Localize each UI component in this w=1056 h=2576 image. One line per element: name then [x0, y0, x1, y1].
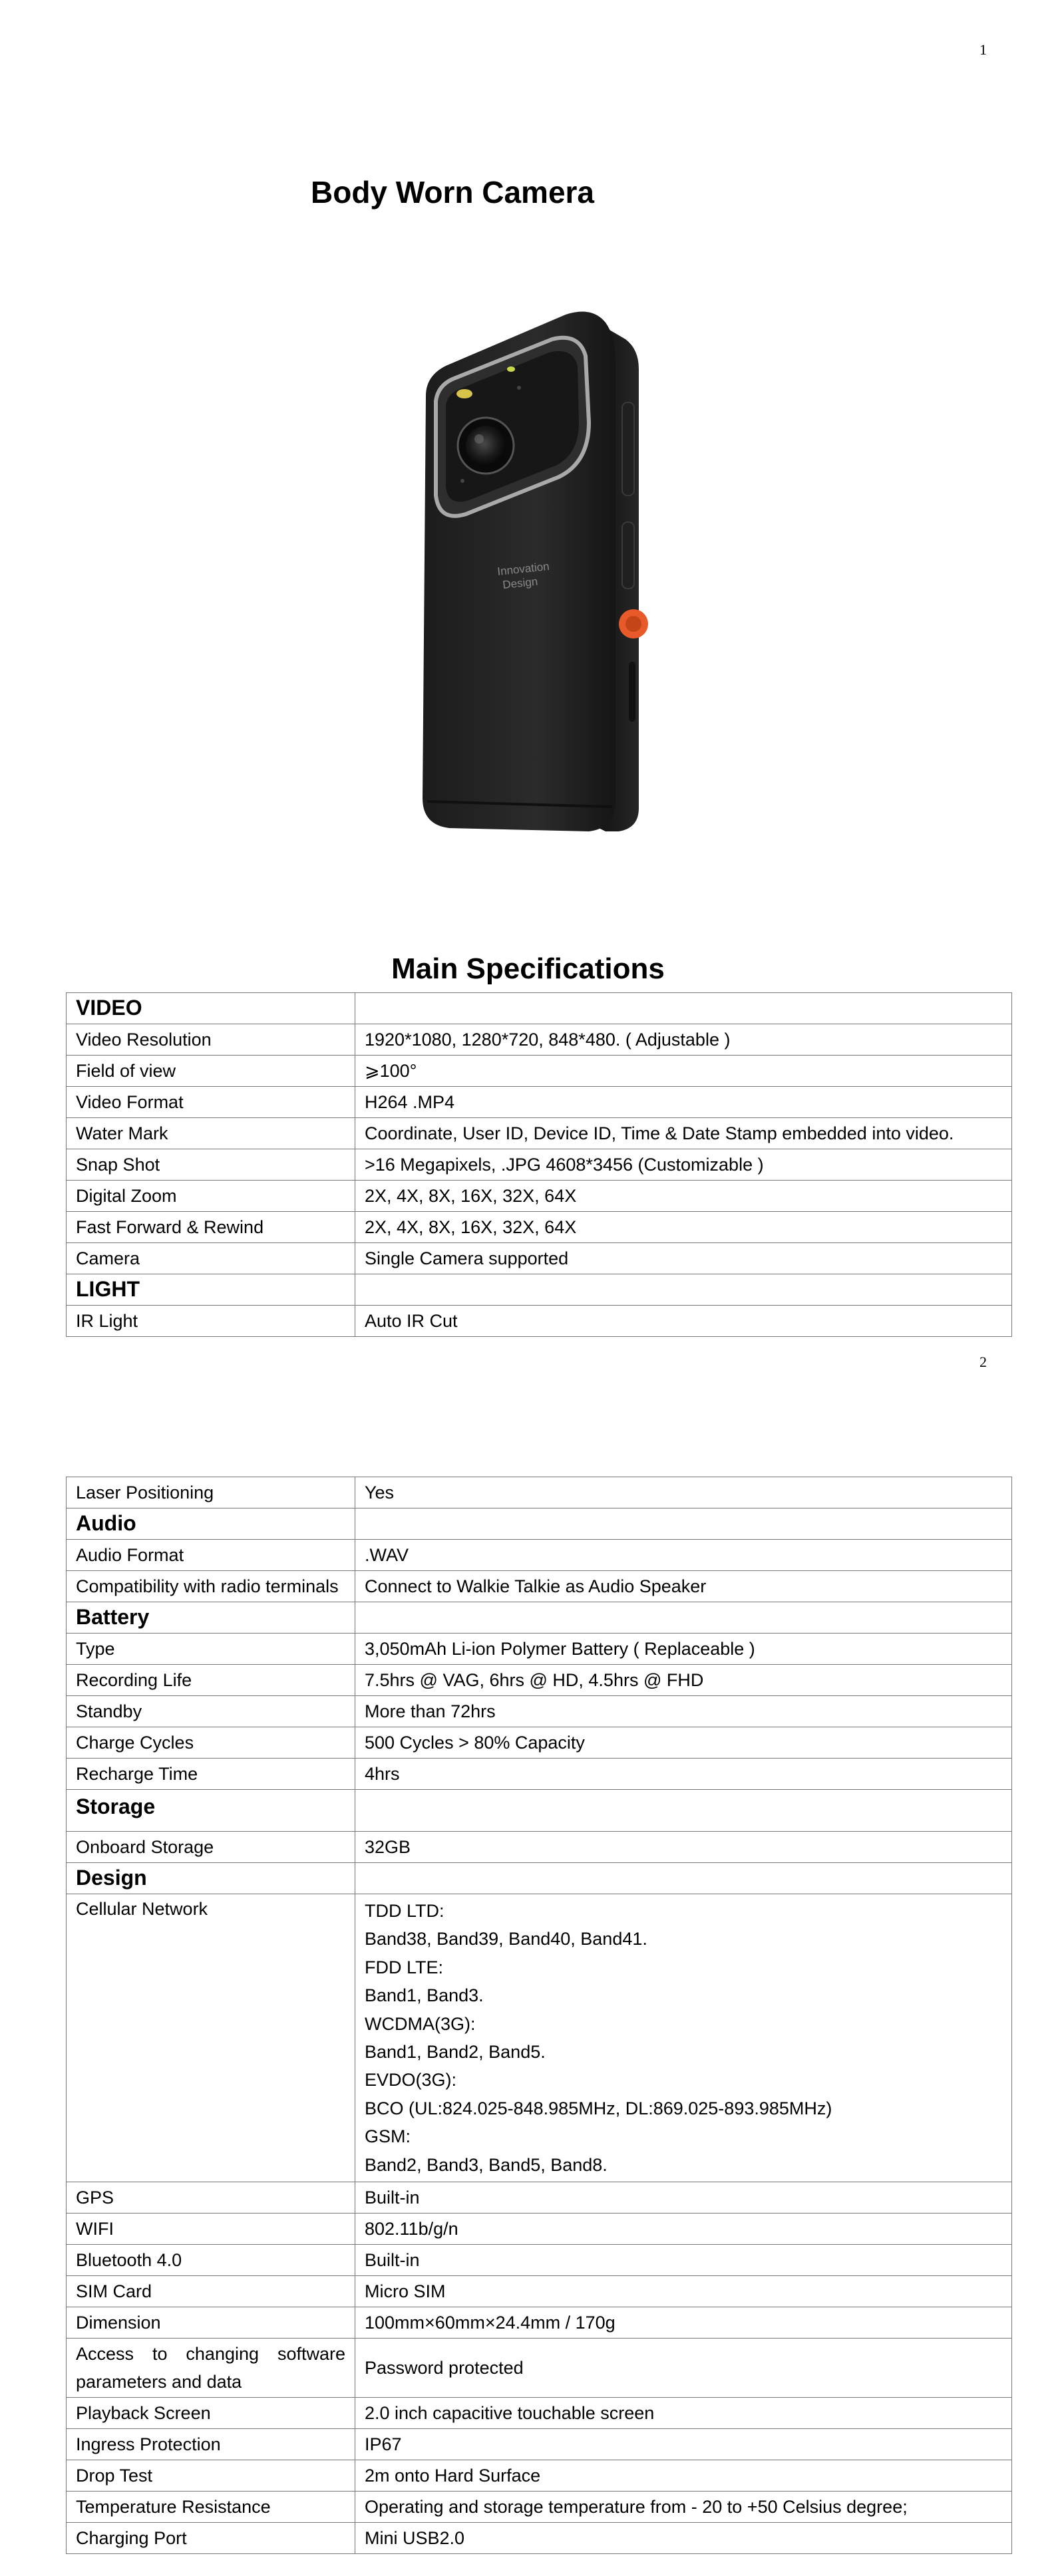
- spec-key: Ingress Protection: [67, 2429, 355, 2460]
- spec-value: Built-in: [355, 2182, 1012, 2214]
- page-number: 1: [979, 41, 987, 58]
- cellular-line: Band1, Band2, Band5.: [365, 2042, 546, 2063]
- table-row: [67, 2214, 1012, 2245]
- cellular-network-value: [355, 1894, 1012, 2182]
- spec-key: GPS: [67, 2182, 355, 2214]
- table-row: [67, 2276, 1012, 2307]
- spec-key: Playback Screen: [67, 2398, 355, 2429]
- spec-value: >16 Megapixels, .JPG 4608*3456 (Customizable ): [355, 1149, 1012, 1181]
- spec-value: 2X, 4X, 8X, 16X, 32X, 64X: [355, 1212, 1012, 1243]
- table-row: [67, 1056, 1012, 1087]
- spec-key: Audio Format: [67, 1540, 355, 1571]
- spec-key: Fast Forward & Rewind: [67, 1212, 355, 1243]
- brand-text-line-2: Design: [502, 575, 539, 591]
- table-row: [67, 1149, 1012, 1181]
- spec-value: Connect to Walkie Talkie as Audio Speaker: [355, 1571, 1012, 1602]
- table-row: [67, 1306, 1012, 1337]
- spec-value: [355, 993, 1012, 1024]
- section-heading: Audio: [67, 1508, 355, 1540]
- section-heading-row: [67, 993, 1012, 1024]
- section-heading: Design: [67, 1863, 355, 1894]
- spec-key: Video Format: [67, 1087, 355, 1118]
- spec-key: Snap Shot: [67, 1149, 355, 1181]
- spec-key: Digital Zoom: [67, 1181, 355, 1212]
- cellular-line: Band1, Band3.: [365, 1985, 484, 2006]
- table-row: [67, 1181, 1012, 1212]
- spec-key: Onboard Storage: [67, 1832, 355, 1863]
- spec-key: Camera: [67, 1243, 355, 1274]
- spec-key: Charge Cycles: [67, 1727, 355, 1759]
- spec-value: 2m onto Hard Surface: [355, 2460, 1012, 2492]
- spec-value: 4hrs: [355, 1759, 1012, 1790]
- spec-key: WIFI: [67, 2214, 355, 2245]
- spec-value: 100mm×60mm×24.4mm / 170g: [355, 2307, 1012, 2339]
- table-row: [67, 1759, 1012, 1790]
- spec-key: Charging Port: [67, 2523, 355, 2554]
- table-row: [67, 1212, 1012, 1243]
- table-row: [67, 1540, 1012, 1571]
- cellular-line: BCO (UL:824.025-848.985MHz, DL:869.025-893.985MHz): [365, 2098, 832, 2118]
- cellular-line: FDD LTE:: [365, 1957, 444, 1977]
- spec-value: 3,050mAh Li-ion Polymer Battery ( Replaceable ): [355, 1634, 1012, 1665]
- cellular-line: Band38, Band39, Band40, Band41.: [365, 1929, 647, 1949]
- spec-value: Mini USB2.0: [355, 2523, 1012, 2554]
- cellular-line: GSM:: [365, 2126, 411, 2147]
- table-row: [67, 1118, 1012, 1149]
- table-row: [67, 1696, 1012, 1727]
- table-row: [67, 2523, 1012, 2554]
- spec-key: Recording Life: [67, 1665, 355, 1696]
- spec-value: Auto IR Cut: [355, 1306, 1012, 1337]
- table-row: [67, 1727, 1012, 1759]
- spec-table-1: [66, 992, 1012, 1337]
- spec-value: [355, 1274, 1012, 1306]
- spec-value: Password protected: [355, 2339, 1012, 2398]
- spec-key-line: parameters and data: [76, 2372, 242, 2392]
- section-heading: LIGHT: [67, 1274, 355, 1306]
- spec-value: Operating and storage temperature from - 20 to +50 Celsius degree;: [355, 2492, 1012, 2523]
- spec-key: Temperature Resistance: [67, 2492, 355, 2523]
- spec-value: Yes: [355, 1477, 1012, 1508]
- table-row: [67, 1024, 1012, 1056]
- section-heading: VIDEO: [67, 993, 355, 1024]
- spec-key: [67, 2339, 355, 2398]
- table-row: [67, 2398, 1012, 2429]
- spec-key: IR Light: [67, 1306, 355, 1337]
- table-row: [67, 1087, 1012, 1118]
- spec-value: Micro SIM: [355, 2276, 1012, 2307]
- spec-key: Bluetooth 4.0: [67, 2245, 355, 2276]
- spec-key: Dimension: [67, 2307, 355, 2339]
- cellular-line: Band2, Band3, Band5, Band8.: [365, 2154, 608, 2175]
- table-row: [67, 2339, 1012, 2398]
- spec-key: Recharge Time: [67, 1759, 355, 1790]
- spec-key: SIM Card: [67, 2276, 355, 2307]
- spec-key: Cellular Network: [67, 1894, 355, 2182]
- document-title: Body Worn Camera: [311, 175, 595, 210]
- spec-value: IP67: [355, 2429, 1012, 2460]
- spec-key: Laser Positioning: [67, 1477, 355, 1508]
- section-heading: Storage: [67, 1790, 355, 1832]
- spec-value: 500 Cycles > 80% Capacity: [355, 1727, 1012, 1759]
- spec-value: 2X, 4X, 8X, 16X, 32X, 64X: [355, 1181, 1012, 1212]
- table-row: [67, 2492, 1012, 2523]
- spec-value: Coordinate, User ID, Device ID, Time & Date Stamp embedded into video.: [355, 1118, 1012, 1149]
- table-row: [67, 2460, 1012, 2492]
- table-row: [67, 1634, 1012, 1665]
- table-row: [67, 1665, 1012, 1696]
- spec-value: H264 .MP4: [355, 1087, 1012, 1118]
- spec-value: 32GB: [355, 1832, 1012, 1863]
- spec-value: Single Camera supported: [355, 1243, 1012, 1274]
- cellular-line: EVDO(3G):: [365, 2070, 457, 2090]
- spec-value: Built-in: [355, 2245, 1012, 2276]
- spec-value: More than 72hrs: [355, 1696, 1012, 1727]
- table-row: [67, 2307, 1012, 2339]
- spec-key: Field of view: [67, 1056, 355, 1087]
- table-row: [67, 2245, 1012, 2276]
- section-title: Main Specifications: [391, 952, 665, 985]
- brand-text-line-1: Innovation: [496, 559, 550, 578]
- spec-value: 1920*1080, 1280*720, 848*480. ( Adjustable ): [355, 1024, 1012, 1056]
- spec-key: Drop Test: [67, 2460, 355, 2492]
- spec-key: Compatibility with radio terminals: [67, 1571, 355, 1602]
- cellular-line: WCDMA(3G):: [365, 2013, 476, 2034]
- table-row: [67, 1602, 1012, 1634]
- section-heading: Battery: [67, 1602, 355, 1634]
- spec-value: 802.11b/g/n: [355, 2214, 1012, 2245]
- spec-key: Type: [67, 1634, 355, 1665]
- table-row: [67, 1790, 1012, 1832]
- table-row: [67, 1477, 1012, 1508]
- table-row: [67, 1508, 1012, 1540]
- body-camera-image: [386, 303, 692, 835]
- table-row: [67, 1894, 1012, 2182]
- spec-value: ⩾100°: [355, 1056, 1012, 1087]
- spec-key: Water Mark: [67, 1118, 355, 1149]
- section-heading-row: [67, 1274, 1012, 1306]
- table-row: [67, 1863, 1012, 1894]
- spec-key: Video Resolution: [67, 1024, 355, 1056]
- page-number: 2: [979, 1354, 987, 1370]
- table-row: [67, 2429, 1012, 2460]
- spec-value: .WAV: [355, 1540, 1012, 1571]
- table-row: [67, 1243, 1012, 1274]
- spec-table-2: [66, 1477, 1012, 2554]
- spec-key: Standby: [67, 1696, 355, 1727]
- table-row: [67, 1571, 1012, 1602]
- spec-value: 2.0 inch capacitive touchable screen: [355, 2398, 1012, 2429]
- table-row: [67, 2182, 1012, 2214]
- spec-key-line: Access to changing software: [76, 2344, 345, 2364]
- cellular-line: TDD LTD:: [365, 1901, 444, 1921]
- spec-value: 7.5hrs @ VAG, 6hrs @ HD, 4.5hrs @ FHD: [355, 1665, 1012, 1696]
- table-row: [67, 1832, 1012, 1863]
